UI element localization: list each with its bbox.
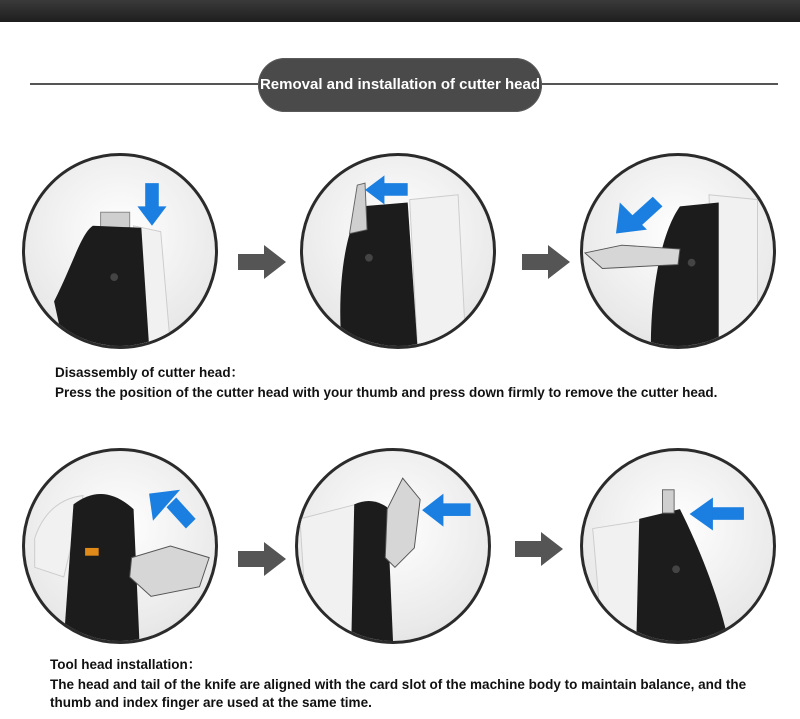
blue-pointer-arrow-icon: [365, 175, 408, 204]
disassembly-step-3-image: [580, 153, 776, 349]
right-arrow-icon: [522, 245, 570, 279]
page-title: Removal and installation of cutter head: [258, 58, 542, 112]
installation-text-line-2: thumb and index finger are used at the same time.: [50, 695, 372, 710]
disassembly-heading: Disassembly of cutter head：: [55, 365, 245, 380]
installation-step-2-image: [295, 448, 491, 644]
right-arrow-icon: [238, 245, 286, 279]
right-arrow-icon: [238, 542, 286, 576]
installation-step-1-image: [22, 448, 218, 644]
top-bar: [0, 0, 800, 22]
installation-text-line-1: The head and tail of the knife are aligned with the card slot of the machine body to maintain balance, and the: [50, 677, 747, 692]
header-rule-right: [540, 83, 778, 85]
blue-pointer-arrow-icon: [616, 197, 663, 234]
installation-step-3-image: [580, 448, 776, 644]
blue-pointer-arrow-icon: [690, 498, 744, 531]
header-rule-left: [30, 83, 262, 85]
disassembly-text: Press the position of the cutter head with your thumb and press down firmly to remove the cutter head.: [55, 385, 718, 400]
disassembly-step-2-image: [300, 153, 496, 349]
installation-heading: Tool head installation：: [50, 657, 202, 672]
blue-pointer-arrow-icon: [137, 183, 166, 226]
right-arrow-icon: [515, 532, 563, 566]
blue-pointer-arrow-icon: [149, 490, 196, 529]
blue-pointer-arrow-icon: [422, 494, 470, 527]
disassembly-step-1-image: [22, 153, 218, 349]
